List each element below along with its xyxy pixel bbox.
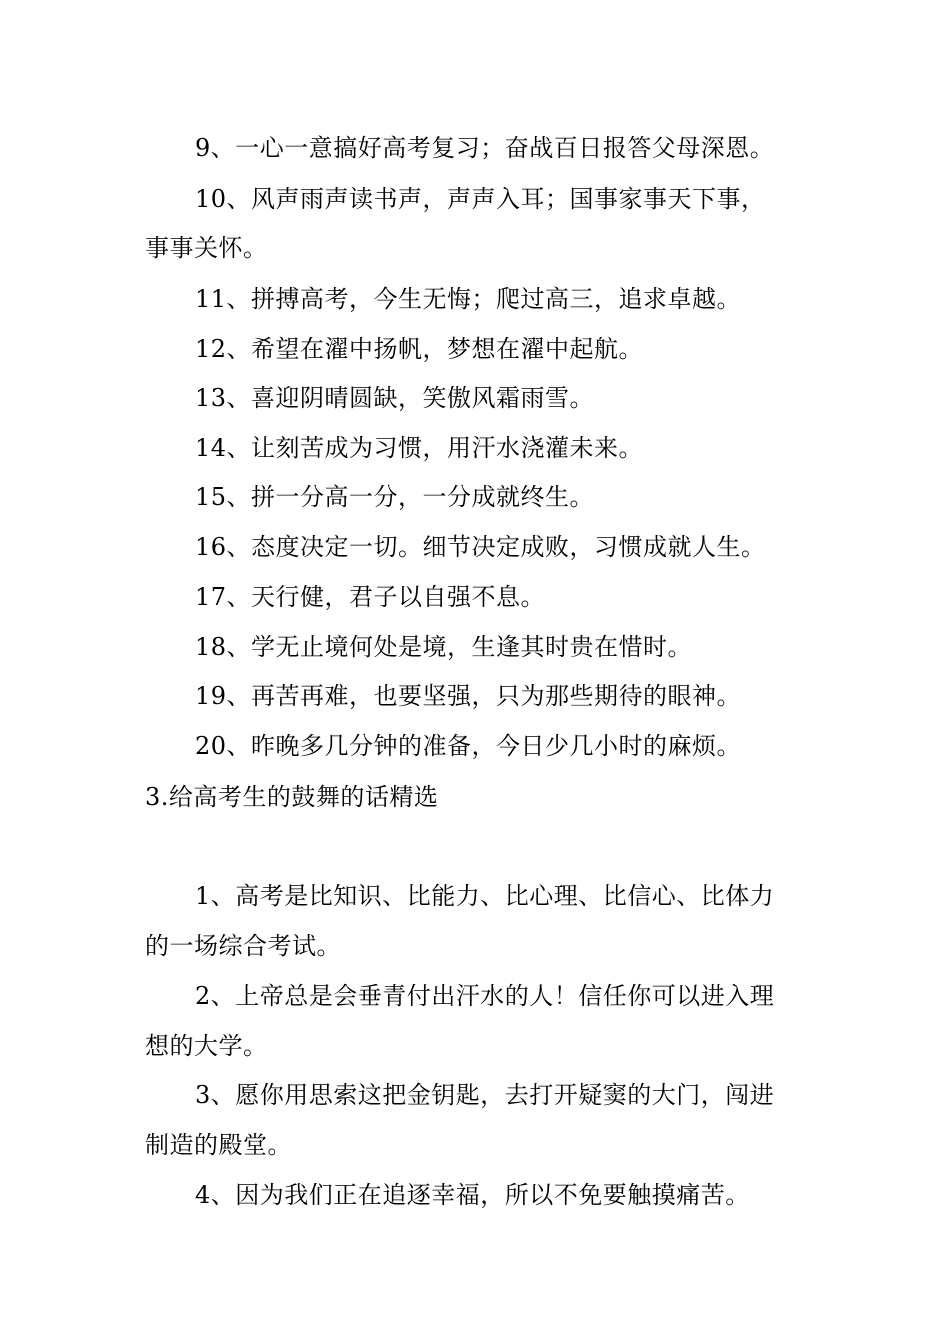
list-item-2-continuation: 想的大学。 [145, 1032, 268, 1060]
list-item-15: 15、拼一分高一分，一分成就终生。 [195, 483, 595, 511]
list-item-10: 10、风声雨声读书声，声声入耳；国事家事天下事， [195, 185, 766, 213]
list-item-3-continuation: 制造的殿堂。 [145, 1131, 292, 1159]
list-item-1-continuation: 的一场综合考试。 [145, 932, 341, 960]
list-item-9: 9、一心一意搞好高考复习；奋战百日报答父母深恩。 [195, 134, 775, 162]
list-item-11: 11、拼搏高考，今生无悔；爬过高三，追求卓越。 [195, 285, 742, 313]
section-heading: 3.给高考生的鼓舞的话精选 [145, 783, 439, 811]
list-item-12: 12、希望在濯中扬帆，梦想在濯中起航。 [195, 335, 644, 363]
list-item-4: 4、因为我们正在追逐幸福，所以不免要触摸痛苦。 [195, 1181, 750, 1209]
list-item-10-continuation: 事事关怀。 [145, 234, 268, 262]
list-item-20: 20、昨晚多几分钟的准备，今日少几小时的麻烦。 [195, 732, 742, 760]
list-item-19: 19、再苦再难，也要坚强，只为那些期待的眼神。 [195, 682, 742, 710]
list-item-17: 17、天行健，君子以自强不息。 [195, 583, 546, 611]
list-item-3: 3、愿你用思索这把金钥匙，去打开疑窦的大门，闯进 [195, 1081, 775, 1109]
list-item-2: 2、上帝总是会垂青付出汗水的人！信任你可以进入理 [195, 982, 775, 1010]
list-item-18: 18、学无止境何处是境，生逢其时贵在惜时。 [195, 633, 693, 661]
list-item-14: 14、让刻苦成为习惯，用汗水浇灌未来。 [195, 434, 644, 462]
list-item-13: 13、喜迎阴晴圆缺，笑傲风霜雨雪。 [195, 384, 595, 412]
list-item-1: 1、高考是比知识、比能力、比心理、比信心、比体力 [195, 882, 775, 910]
list-item-16: 16、态度决定一切。细节决定成败，习惯成就人生。 [195, 533, 766, 561]
